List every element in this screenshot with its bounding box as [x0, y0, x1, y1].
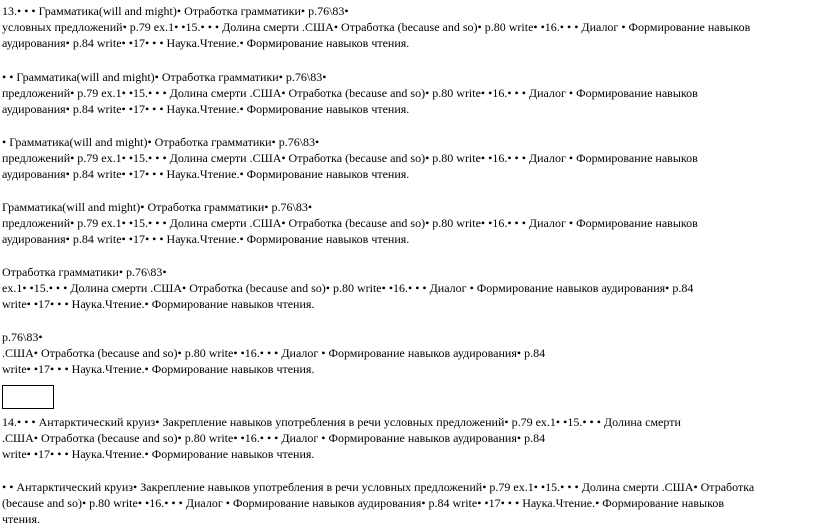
paragraph-2: [0, 69, 812, 117]
paragraph-4: [0, 199, 812, 247]
text-line: аудирования• p.84 write• •17• • • Наука.Чтение.• Формирование навыков чтения.: [2, 232, 410, 246]
paragraph-6: [0, 329, 812, 377]
text-line: p.76\83•: [2, 330, 43, 344]
text-line: чтения.: [2, 512, 40, 526]
text-line: .США• Отработка (because and so)• p.80 write• •16.• • • Диалог • Формирование навыков аудирования• p.84: [2, 346, 546, 360]
text-line: условных предложений• p.79 ex.1• •15.• • • Долина смерти .США• Отработка (because and so)• p.80 write• •16.• • • Диалог • Формирование навыков: [2, 20, 751, 34]
text-line: Отработка грамматики• p.76\83•: [2, 265, 167, 279]
text-line: предложений• p.79 ex.1• •15.• • • Долина смерти .США• Отработка (because and so)• p.80 write• •16.• • • Диалог • Формирование навыков: [2, 216, 698, 230]
paragraph-5: [0, 264, 812, 312]
text-line: предложений• p.79 ex.1• •15.• • • Долина смерти .США• Отработка (because and so)• p.80 write• •16.• • • Диалог • Формирование навыков: [2, 86, 698, 100]
text-line: аудирования• p.84 write• •17• • • Наука.Чтение.• Формирование навыков чтения.: [2, 102, 410, 116]
paragraph-3: [0, 134, 812, 182]
text-line: write• •17• • • Наука.Чтение.• Формирование навыков чтения.: [2, 297, 315, 311]
text-line: Грамматика(will and might)• Отработка грамматики• p.76\83•: [2, 200, 313, 214]
empty-frame-box: [2, 385, 54, 409]
text-line: 13.• • • Грамматика(will and might)• Отработка грамматики• p.76\83•: [2, 4, 349, 18]
text-line: write• •17• • • Наука.Чтение.• Формирование навыков чтения.: [2, 362, 315, 376]
text-line: (because and so)• p.80 write• •16.• • • Диалог • Формирование навыков аудирования• p.84 write• •17• • • Наука.Чтение.• Формирование навыков: [2, 496, 724, 510]
text-line: write• •17• • • Наука.Чтение.• Формирование навыков чтения.: [2, 447, 315, 461]
text-line: предложений• p.79 ex.1• •15.• • • Долина смерти .США• Отработка (because and so)• p.80 write• •16.• • • Диалог • Формирование навыков: [2, 151, 698, 165]
paragraph-1: [0, 3, 812, 51]
text-line: • Грамматика(will and might)• Отработка грамматики• p.76\83•: [2, 135, 320, 149]
text-line: ex.1• •15.• • • Долина смерти .США• Отработка (because and so)• p.80 write• •16.• • • Диалог • Формирование навыков аудирования• p.84: [2, 281, 694, 295]
paragraph-8: [0, 479, 812, 527]
text-line: .США• Отработка (because and so)• p.80 write• •16.• • • Диалог • Формирование навыков аудирования• p.84: [2, 431, 546, 445]
text-line: • • Грамматика(will and might)• Отработка грамматики• p.76\83•: [2, 70, 327, 84]
text-line: • • Антарктический круиз• Закрепление навыков употребления в речи условных предложений• p.79 ex.1• •15.• • • Долина смерти .США• Отработка: [2, 480, 755, 494]
document-body: [0, 3, 812, 527]
text-line: 14.• • • Антарктический круиз• Закрепление навыков употребления в речи условных предложений• p.79 ex.1• •15.• • • Долина смерти: [2, 415, 681, 429]
paragraph-7: [0, 414, 812, 462]
text-line: аудирования• p.84 write• •17• • • Наука.Чтение.• Формирование навыков чтения.: [2, 167, 410, 181]
text-line: аудирования• p.84 write• •17• • • Наука.Чтение.• Формирование навыков чтения.: [2, 36, 410, 50]
